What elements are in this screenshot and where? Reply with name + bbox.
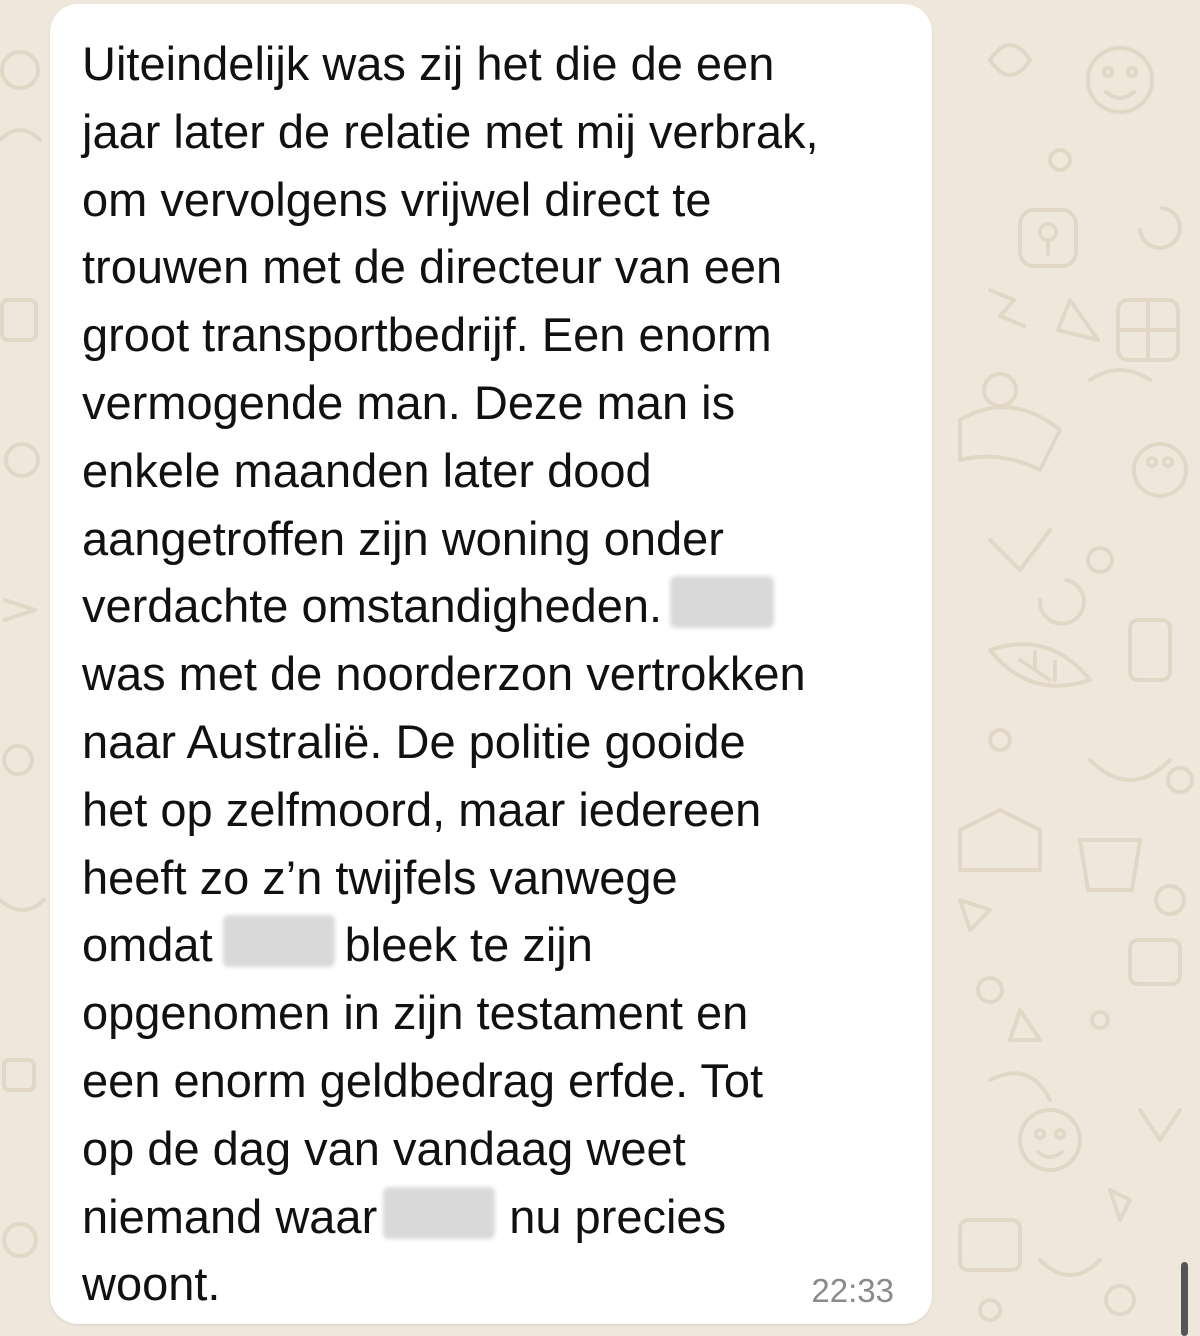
message-line: een enorm geldbedrag erfde. Tot (82, 1053, 764, 1107)
message-segment: niemand waar (82, 1189, 378, 1243)
message-line (82, 1183, 922, 1251)
redacted-name (383, 1187, 495, 1239)
message-line: trouwen met de directeur van een (82, 240, 783, 294)
message-line: jaar later de relatie met mij verbrak, (82, 104, 819, 158)
message-bubble[interactable] (50, 4, 932, 1324)
message-line: heeft zo z’n twijfels vanwege (82, 850, 678, 904)
message-text (82, 30, 922, 1318)
message-segment: omdat (82, 918, 213, 972)
message-line: woont. (82, 1257, 221, 1311)
message-line: Uiteindelijk was zij het die de een (82, 37, 775, 90)
message-line (82, 572, 922, 640)
message-line: het op zelfmoord, maar iedereen (82, 782, 762, 836)
message-segment: bleek te zijn (344, 918, 593, 972)
redacted-name (223, 915, 335, 967)
message-line (82, 911, 922, 979)
message-line: om vervolgens vrijwel direct te (82, 172, 712, 226)
message-line: enkele maanden later dood (82, 443, 652, 497)
message-line: vermogende man. Deze man is (82, 375, 736, 429)
message-segment: nu precies (509, 1189, 727, 1243)
message-line: opgenomen in zijn testament en (82, 986, 749, 1040)
redacted-name (670, 576, 774, 628)
message-line: aangetroffen zijn woning onder (82, 511, 724, 565)
message-line: was met de noorderzon vertrokken (82, 647, 806, 701)
scrollbar-thumb[interactable] (1181, 1262, 1188, 1336)
message-timestamp: 22:33 (811, 1272, 894, 1309)
message-line: groot transportbedrijf. Een enorm (82, 308, 772, 362)
message-line: op de dag van vandaag weet (82, 1121, 686, 1175)
message-segment: verdachte omstandigheden. (82, 579, 663, 633)
message-line: naar Australië. De politie gooide (82, 714, 746, 768)
